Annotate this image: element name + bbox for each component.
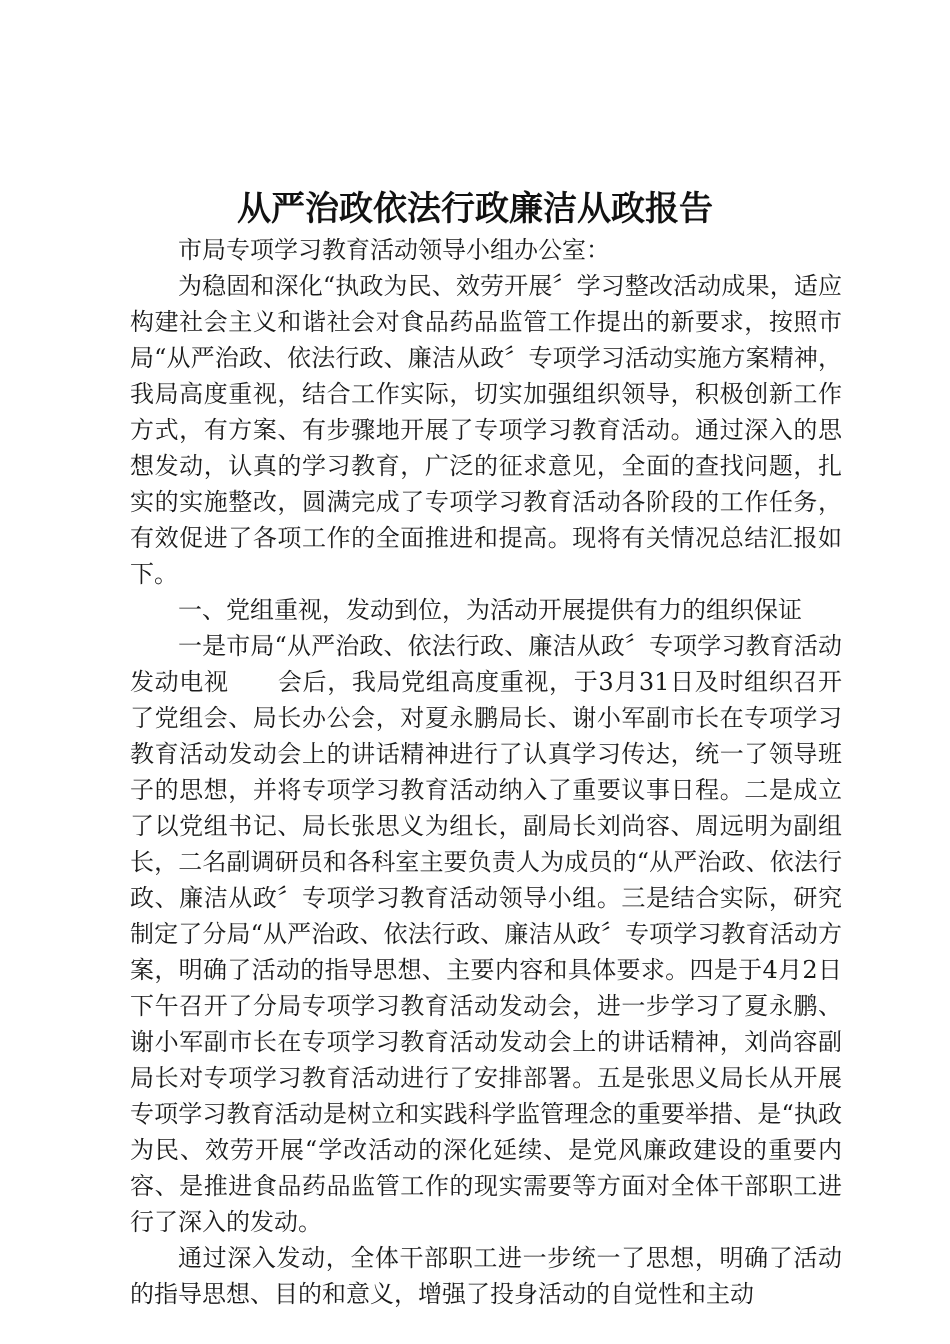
section-heading: 一、党组重视，发动到位，为活动开展提供有力的组织保证 — [178, 596, 802, 624]
intro-paragraph: 为稳固和深化“执政为民、效劳开展〞学习整改活动成果，适应构建社会主义和谐社会对食品药品监管工作提出的新要求，按照市局“从严治政、依法行政、廉洁从政〞专项学习活动实施方案精神，我局高度重视，结合工作实际，切实加强组织领导，积极创新工作方式，有方案、有步骤地开展了专项学习教育活动。通过深入的思想发动，认真的学习教育，广泛的征求意见，全面的查找问题，扎实的实施整改，圆满完成了专项学习教育活动各阶段的工作任务，有效促进了各项工作的全面推进和提高。现将有关情况总结汇报如下。 — [130, 272, 842, 588]
salutation-paragraph: 市局专项学习教育活动领导小组办公室： — [178, 236, 610, 264]
closing-paragraph: 通过深入发动，全体干部职工进一步统一了思想，明确了活动的指导思想、目的和意义，增强了投身活动的自觉性和主动 — [130, 1244, 842, 1308]
document-title: 从严治政依法行政廉洁从政报告 — [237, 189, 713, 229]
section-paragraph: 一是市局“从严治政、依法行政、廉洁从政〞专项学习教育活动发动电视 会后，我局党组高度重视，于3月31日及时组织召开了党组会、局长办公会，对夏永鹏局长、谢小军副市长在专项学习教育活动发动会上的讲话精神进行了认真学习传达，统一了领导班子的思想，并将专项学习教育活动纳入了重要议事日程。二是成立了以党组书记、局长张思义为组长，副局长刘尚容、周远明为副组长，二名副调研员和各科室主要负责人为成员的“从严治政、依法行政、廉洁从政〞专项学习教育活动领导小组。三是结合实际，研究制定了分局“从严治政、依法行政、廉洁从政〞专项学习教育活动方案，明确了活动的指导思想、主要内容和具体要求。四是于4月2日下午召开了分局专项学习教育活动发动会，进一步学习了夏永鹏、谢小军副市长在专项学习教育活动发动会上的讲话精神，刘尚容副局长对专项学习教育活动进行了安排部署。五是张思义局长从开展专项学习教育活动是树立和实践科学监管理念的重要举措、是“执政为民、效劳开展“学改活动的深化延续、是党风廉政建设的重要内容、是推进食品药品监管工作的现实需要等方面对全体干部职工进行了深入的发动。 — [130, 632, 842, 1236]
document-body — [130, 232, 842, 1312]
